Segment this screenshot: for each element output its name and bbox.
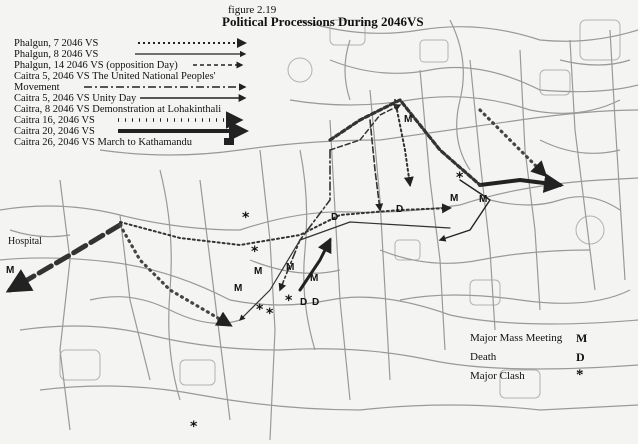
legend-phalgun-14: Phalgun, 14 2046 VS (opposition Day)	[14, 60, 178, 71]
mass-meeting-marker: M	[404, 114, 413, 125]
key-clash-label: Major Clash	[470, 370, 525, 382]
route-caitra-26	[10, 225, 120, 290]
clash-marker: *	[251, 244, 259, 260]
death-marker: D	[396, 204, 404, 215]
legend-caitra-16: Caitra 16, 2046 VS	[14, 115, 95, 126]
clash-marker: *	[190, 419, 198, 435]
legend-movement: Movement	[14, 82, 60, 93]
hospital-label: Hospital	[8, 236, 42, 247]
key-mass-meeting-symbol: M	[576, 331, 588, 345]
death-marker: D	[331, 212, 339, 223]
legend-phalgun-8: Phalgun, 8 2046 VS	[14, 49, 99, 60]
clash-marker: *	[256, 302, 264, 318]
route-caitra-8	[440, 180, 490, 240]
route-extra-2	[395, 100, 413, 185]
legend-caitra-26: Caitra 26, 2046 VS March to Kathamandu	[14, 137, 192, 148]
death-marker: D	[312, 297, 320, 308]
route-extra-1	[370, 120, 380, 210]
figure-number: figure 2.19	[228, 4, 277, 16]
clash-marker: *	[242, 210, 250, 226]
mass-meeting-marker: M	[6, 265, 15, 276]
key-mass-meeting-label: Major Mass Meeting	[470, 332, 563, 344]
key-death-label: Death	[470, 351, 497, 363]
key-clash-symbol: *	[576, 367, 584, 383]
legend-caitra-20: Caitra 20, 2046 VS	[14, 126, 95, 137]
key-death-symbol: D	[576, 350, 585, 364]
mass-meeting-marker: M	[254, 266, 263, 277]
mass-meeting-marker: M	[310, 273, 319, 284]
clash-marker: *	[456, 170, 464, 186]
legend-phalgun-7: Phalgun, 7 2046 VS	[14, 38, 99, 49]
mass-meeting-marker: M	[234, 283, 243, 294]
clash-marker: *	[266, 306, 274, 322]
swatch-caitra-26	[224, 138, 234, 145]
legend-caitra-5-national: Caitra 5, 2046 VS The United National Peoples'	[14, 71, 216, 82]
mass-meeting-marker: M	[450, 193, 459, 204]
map-title: Political Processions During 2046VS	[222, 14, 424, 29]
route-phalgun-14	[330, 105, 400, 150]
legend-caitra-5-unity: Caitra 5, 2046 VS Unity Day	[14, 93, 137, 104]
legend-caitra-8: Caitra, 8 2046 VS Demonstration at Lohakinthali	[14, 104, 222, 115]
route-caitra-16-b	[480, 110, 545, 175]
mass-meeting-marker: M	[479, 194, 488, 205]
route-caitra-16	[120, 225, 230, 325]
death-marker: D	[300, 297, 308, 308]
mass-meeting-marker: M	[286, 262, 295, 273]
route-caitra-20	[480, 180, 560, 185]
clash-marker: *	[285, 293, 293, 309]
